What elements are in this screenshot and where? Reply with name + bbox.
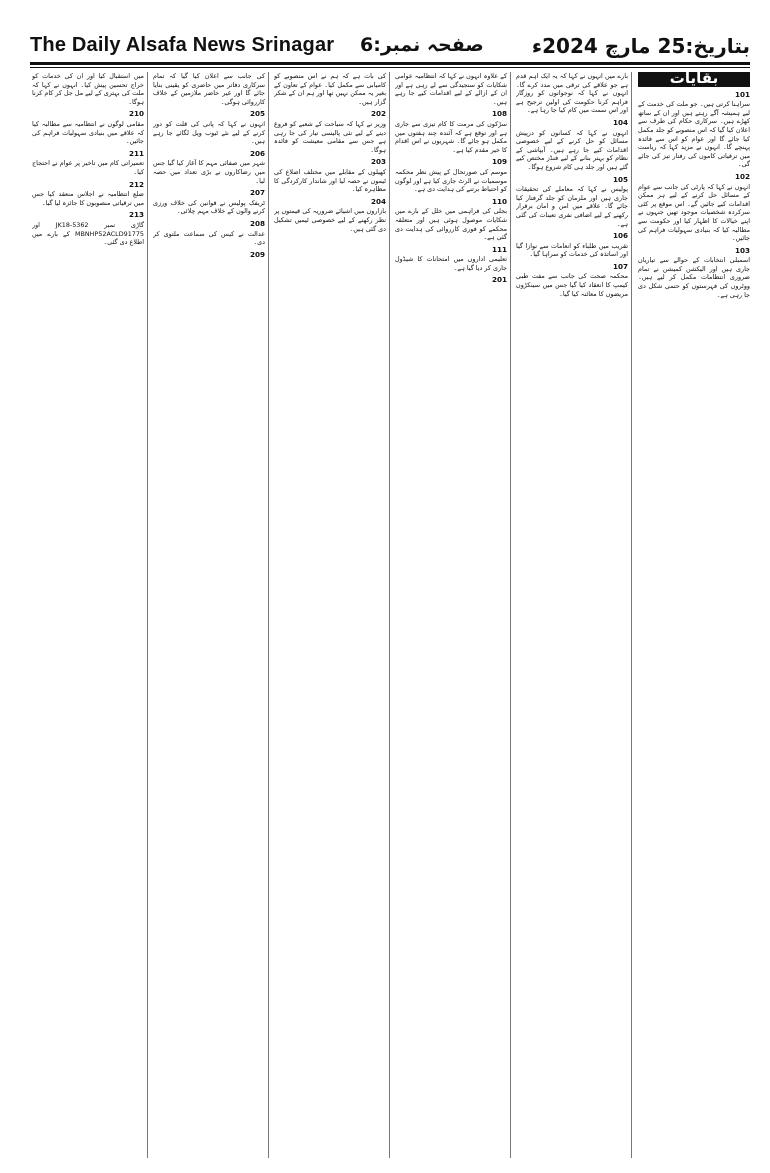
article-number: 106	[612, 231, 628, 241]
article-number: 209	[249, 249, 265, 259]
date-label: بتاریخ:25 مارچ 2024ء	[531, 34, 750, 58]
article-number: 213	[128, 210, 144, 220]
masthead-rule-thick	[30, 62, 750, 65]
article-paragraph: مقامی لوگوں نے انتظامیہ سے مطالبہ کیا کہ علاقے میں بنیادی سہولیات فراہم کی جائیں۔	[32, 119, 144, 146]
article-number: 212	[128, 179, 144, 189]
column-divider	[389, 72, 390, 1158]
column-divider	[631, 72, 632, 1158]
article-paragraph: تعلیمی اداروں میں امتحانات کا شیڈول جاری کر دیا گیا ہے۔	[395, 255, 507, 272]
column-divider	[268, 72, 269, 1158]
article-number: 211	[128, 148, 144, 158]
text-column-2	[516, 72, 628, 1158]
text-column-4	[274, 72, 386, 1158]
article-paragraph: میں استقبال کیا اور ان کی خدمات کو خراج تحسین پیش کیا۔ انہوں نے کہا کہ ملت کی بہتری کے لیے مل جل کر کام کرنا ہوگا۔	[32, 72, 144, 106]
article-number: 103	[734, 245, 750, 255]
paper-name: The Daily Alsafa News Srinagar	[30, 34, 335, 56]
article-number: 204	[370, 196, 386, 206]
article-number: 104	[612, 117, 628, 127]
newspaper-page	[30, 28, 750, 1158]
article-number: 105	[612, 174, 628, 184]
article-number: 111	[491, 244, 507, 254]
article-number: 202	[370, 109, 386, 119]
article-number: 205	[249, 109, 265, 119]
article-paragraph: کی جانب سے اعلان کیا گیا کہ تمام سرکاری دفاتر میں حاضری کو یقینی بنایا جائے گا اور غیر حاضر ملازمین کے خلاف کارروائی ہوگی۔	[153, 72, 265, 106]
article-paragraph: وزیر نے کہا کہ سیاحت کے شعبے کو فروغ دینے کے لیے نئی پالیسی تیار کی جا رہی ہے جس سے مقامی معیشت کو فائدہ ہوگا۔	[274, 119, 386, 154]
text-column-3	[395, 72, 507, 1158]
article-paragraph: سڑکوں کی مرمت کا کام تیزی سے جاری ہے اور توقع ہے کہ آئندہ چند ہفتوں میں مکمل ہو جائے گا۔ شہریوں نے اس اقدام کا خیر مقدم کیا ہے۔	[395, 119, 507, 154]
article-number: 201	[491, 275, 507, 285]
article-paragraph: انہوں نے کہا کہ پانی کی قلت کو دور کرنے کے لیے نئے ٹیوب ویل لگائے جا رہے ہیں۔	[153, 119, 265, 146]
article-paragraph: کی بات ہے کہ ہم نے اس منصوبے کو کامیابی سے مکمل کیا۔ عوام کے تعاون کے بغیر یہ ممکن نہیں تھا اور ہم ان کے شکر گزار ہیں۔	[274, 72, 386, 106]
article-paragraph: گاڑی نمبر JK18-5362 اور MBNHP52ACLD91775 کے بارے میں اطلاع دی گئی۔	[32, 220, 144, 247]
column-divider	[147, 72, 148, 1158]
article-paragraph: تقریب میں طلباء کو انعامات سے نوازا گیا اور اساتذہ کی خدمات کو سراہا گیا۔	[516, 241, 628, 259]
article-paragraph: ٹریفک پولیس نے قوانین کی خلاف ورزی کرنے والوں کے خلاف مہم چلائی۔	[153, 198, 265, 216]
article-number: 210	[128, 109, 144, 119]
article-paragraph: عدالت نے کیس کی سماعت ملتوی کر دی۔	[153, 229, 265, 247]
masthead-rule-thin	[30, 67, 750, 68]
page-number-label: صفحہ نمبر:6	[360, 34, 484, 56]
text-column-6	[32, 72, 144, 1158]
article-paragraph: شہر میں صفائی مہم کا آغاز کیا گیا جس میں رضاکاروں نے بڑی تعداد میں حصہ لیا۔	[153, 159, 265, 185]
article-number: 109	[491, 157, 507, 167]
article-paragraph: بازاروں میں اشیائے ضروریہ کی قیمتوں پر نظر رکھنے کے لیے خصوصی ٹیمیں تشکیل دی گئی ہیں۔	[274, 207, 386, 233]
article-number: 102	[734, 171, 750, 181]
article-number: 208	[249, 218, 265, 228]
article-number: 206	[249, 148, 265, 158]
article-number: 203	[370, 157, 386, 167]
article-number: 110	[491, 196, 507, 206]
article-paragraph: سراہنا کرتی ہیں۔ جو ملت کی خدمت کے لیے ہمیشہ آگے رہتے ہیں اور ان کے ساتھ کھڑے ہیں۔ سرکاری حکام کی طرف سے اعلان کیا گیا کہ اس منصوبے کو جلد مکمل کیا جائے گا اور عوام کو اس سے فائدہ پہنچے گا۔ انہوں نے مزید کہا کہ ریاست میں ترقیاتی کاموں کی رفتار تیز کی جائے گی۔	[638, 100, 750, 169]
article-paragraph: انہوں نے کہا کہ پارٹی کی جانب سے عوام کے مسائل حل کرنے کے لیے ہر ممکن اقدامات کیے جائیں گے۔ اس موقع پر کئی سرکردہ شخصیات موجود تھیں جنہوں نے اپنے خیالات کا اظہار کیا اور حکومت سے مطالبہ کیا کہ بنیادی سہولیات فراہم کی جائیں۔	[638, 182, 750, 243]
article-number: 207	[249, 188, 265, 198]
text-column-5	[153, 72, 265, 1158]
article-paragraph: تعمیراتی کام میں تاخیر پر عوام نے احتجاج کیا۔	[32, 159, 144, 176]
text-column-1	[638, 72, 750, 1158]
article-paragraph: محکمہ صحت کی جانب سے مفت طبی کیمپ کا انعقاد کیا گیا جس میں سینکڑوں مریضوں کا معائنہ کیا گیا۔	[516, 272, 628, 298]
article-number: 101	[734, 89, 750, 99]
article-paragraph: موسم کی صورتحال کے پیش نظر محکمہ موسمیات نے الرٹ جاری کیا ہے اور لوگوں کو احتیاط برتنے کی ہدایت دی ہے۔	[395, 167, 507, 194]
section-banner: بقایات	[638, 72, 750, 87]
article-columns	[30, 72, 750, 1158]
article-paragraph: اسمبلی انتخابات کے حوالے سے تیاریاں جاری ہیں اور الیکشن کمیشن نے تمام ضروری انتظامات مکمل کر لیے ہیں۔ ووٹروں کی فہرستوں کو حتمی شکل دی جا رہی ہے۔	[638, 256, 750, 299]
article-paragraph: پولیس نے کہا کہ معاملے کی تحقیقات جاری ہیں اور ملزمان کو جلد گرفتار کیا جائے گا۔ علاقے میں امن و امان برقرار رکھنے کے لیے اضافی نفری تعینات کی گئی ہے۔	[516, 185, 628, 228]
article-paragraph: انہوں نے کہا کہ کسانوں کو درپیش مسائل کو حل کرنے کے لیے خصوصی اقدامات کیے جا رہے ہیں۔ آبپاشی کے نظام کو بہتر بنانے کے لیے فنڈز مختص کیے گئے ہیں اور جلد ہی کام شروع ہوگا۔	[516, 128, 628, 171]
article-paragraph: کے علاوہ انہوں نے کہا کہ انتظامیہ عوامی شکایات کو سنجیدگی سے لے رہی ہے اور ان کے ازالے کے لیے اقدامات کیے جا رہے ہیں۔	[395, 72, 507, 106]
article-paragraph: ضلع انتظامیہ نے اجلاس منعقد کیا جس میں ترقیاتی منصوبوں کا جائزہ لیا گیا۔	[32, 190, 144, 207]
column-divider	[510, 72, 511, 1158]
masthead	[30, 28, 750, 62]
article-number: 107	[612, 261, 628, 271]
article-paragraph: بجلی کی فراہمی میں خلل کے بارے میں شکایات موصول ہوئی ہیں اور متعلقہ محکمے کو فوری کارروائی کی ہدایت دی گئی ہے۔	[395, 207, 507, 242]
article-paragraph: بارے میں انہوں نے کہا کہ یہ ایک اہم قدم ہے جو علاقے کی ترقی میں مدد کرے گا۔ انہوں نے کہا کہ نوجوانوں کو روزگار فراہم کرنا حکومت کی اولین ترجیح ہے اور اس سمت میں کام کیا جا رہا ہے۔	[516, 72, 628, 115]
article-paragraph: کھیلوں کے مقابلے میں مختلف اضلاع کی ٹیموں نے حصہ لیا اور شاندار کارکردگی کا مظاہرہ کیا۔	[274, 167, 386, 194]
article-number: 108	[491, 109, 507, 119]
